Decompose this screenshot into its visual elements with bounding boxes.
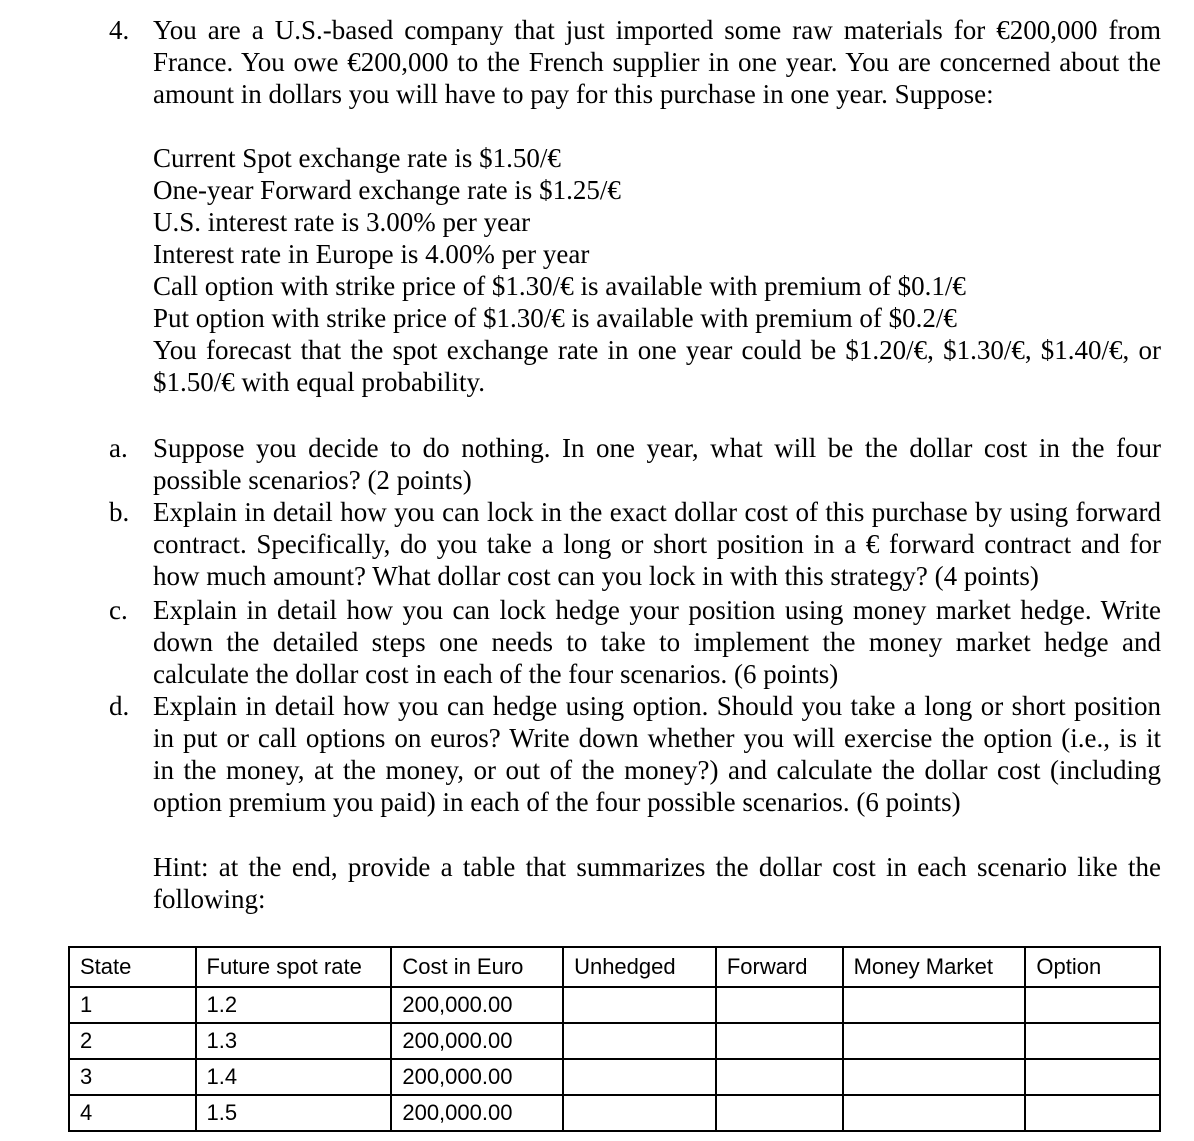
table-cell (1025, 1023, 1160, 1059)
part-line: possible scenarios? (2 points) (153, 465, 472, 495)
header-cost-in-euro: Cost in Euro (391, 947, 563, 987)
table-cell: 200,000.00 (391, 1023, 563, 1059)
hint-line: Hint: at the end, provide a table that summarizes the dollar cost in each scenario like the (153, 852, 1161, 882)
table-cell (1025, 1095, 1160, 1131)
table-cell (843, 1059, 1026, 1095)
part-line: Explain in detail how you can lock in the exact dollar cost of this purchase by using forward (153, 497, 1161, 527)
table-row (69, 1059, 1160, 1095)
table-cell: 4 (69, 1095, 196, 1131)
part-line: Suppose you decide to do nothing. In one year, what will be the dollar cost in the four (153, 433, 1161, 463)
part-line: in put or call options on euros? Write down whether you will exercise the option (i.e., is it (153, 723, 1161, 753)
table-cell (563, 987, 716, 1023)
table-row (69, 987, 1160, 1023)
part-line: option premium you paid) in each of the four possible scenarios. (6 points) (153, 787, 961, 817)
table-cell: 1 (69, 987, 196, 1023)
table-cell: 1.3 (196, 1023, 392, 1059)
part-d-text (153, 690, 1161, 818)
part-c-label: c. (109, 595, 128, 625)
header-unhedged: Unhedged (563, 947, 716, 987)
table-header-row (69, 947, 1160, 987)
header-future-spot-rate: Future spot rate (196, 947, 392, 987)
assumption-item: One-year Forward exchange rate is $1.25/€ (153, 175, 621, 205)
table-cell (843, 1095, 1026, 1131)
table-cell (563, 1059, 716, 1095)
assumptions-list (153, 142, 1161, 398)
assumption-item: $1.50/€ with equal probability. (153, 367, 485, 397)
table-cell: 2 (69, 1023, 196, 1059)
hint-line: following: (153, 884, 266, 914)
assumption-item: U.S. interest rate is 3.00% per year (153, 207, 531, 237)
table-cell (716, 987, 843, 1023)
assumption-item: Current Spot exchange rate is $1.50/€ (153, 143, 561, 173)
table-cell: 3 (69, 1059, 196, 1095)
table-cell (1025, 987, 1160, 1023)
part-line: in the money, at the money, or out of the money?) and calculate the dollar cost (including (153, 755, 1161, 785)
header-state: State (69, 947, 196, 987)
part-line: calculate the dollar cost in each of the four scenarios. (6 points) (153, 659, 839, 689)
question-intro (153, 14, 1161, 110)
table-cell: 1.5 (196, 1095, 392, 1131)
header-forward: Forward (716, 947, 843, 987)
table-row (69, 1023, 1160, 1059)
intro-line: You are a U.S.-based company that just imported some raw materials for €200,000 from (153, 15, 1161, 45)
table-cell (716, 1023, 843, 1059)
part-a-label: a. (109, 433, 128, 463)
table-cell (563, 1023, 716, 1059)
assumption-item: Interest rate in Europe is 4.00% per year (153, 239, 590, 269)
table-cell (716, 1095, 843, 1131)
part-b-label: b. (109, 497, 130, 527)
part-a-text (153, 432, 1161, 496)
part-d-label: d. (109, 691, 130, 721)
part-line: Explain in detail how you can hedge using option. Should you take a long or short position (153, 691, 1161, 721)
table-cell (1025, 1059, 1160, 1095)
part-b-text (153, 496, 1161, 592)
part-line: how much amount? What dollar cost can you lock in with this strategy? (4 points) (153, 561, 1039, 591)
part-line: Explain in detail how you can lock hedge your position using money market hedge. Write (153, 595, 1161, 625)
question-number: 4. (109, 15, 130, 45)
part-line: contract. Specifically, do you take a long or short position in a € forward contract and for (153, 529, 1161, 559)
table-cell (563, 1095, 716, 1131)
header-money-market: Money Market (843, 947, 1026, 987)
table-cell: 1.4 (196, 1059, 392, 1095)
assumption-item: Call option with strike price of $1.30/€ is available with premium of $0.1/€ (153, 271, 966, 301)
header-option: Option (1025, 947, 1160, 987)
table-cell: 200,000.00 (391, 1095, 563, 1131)
table-cell (843, 1023, 1026, 1059)
hint-text (153, 851, 1161, 915)
part-line: down the detailed steps one needs to take to implement the money market hedge and (153, 627, 1161, 657)
assumption-item: You forecast that the spot exchange rate in one year could be $1.20/€, $1.30/€, $1.40/€, or (153, 335, 1161, 365)
table-row (69, 1095, 1160, 1131)
part-c-text (153, 594, 1161, 690)
table-cell (843, 987, 1026, 1023)
intro-line: amount in dollars you will have to pay for this purchase in one year. Suppose: (153, 79, 994, 109)
intro-line: France. You owe €200,000 to the French supplier in one year. You are concerned about the (153, 47, 1161, 77)
assumption-item: Put option with strike price of $1.30/€ is available with premium of $0.2/€ (153, 303, 957, 333)
table-cell: 1.2 (196, 987, 392, 1023)
table-cell: 200,000.00 (391, 987, 563, 1023)
summary-table (68, 946, 1161, 1132)
table-cell (716, 1059, 843, 1095)
table-cell: 200,000.00 (391, 1059, 563, 1095)
